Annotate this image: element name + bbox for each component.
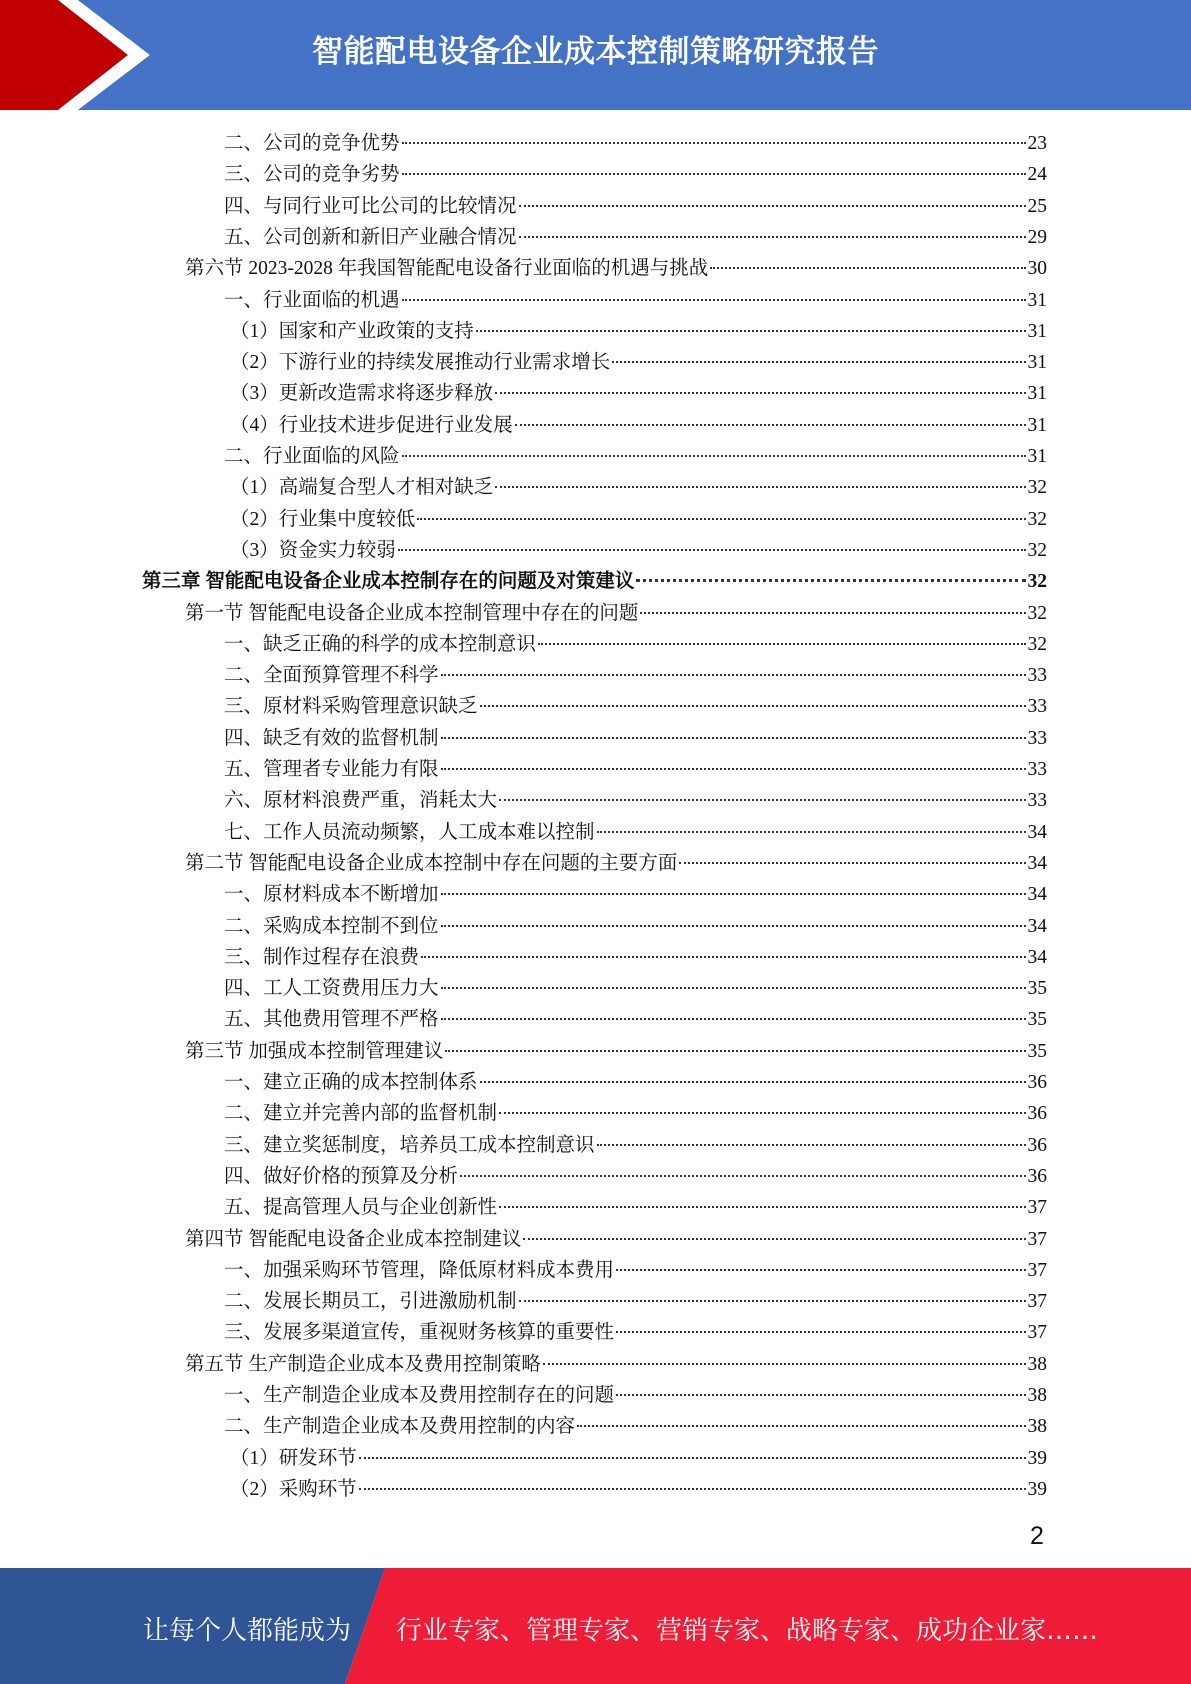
toc-entry-page: 34 — [1027, 821, 1047, 843]
toc-entry-page: 37 — [1027, 1197, 1047, 1219]
toc-entry[interactable] — [224, 191, 1047, 222]
footer-slogan-left: 让每个人都能成为 — [143, 1616, 352, 1646]
toc-entry-label: （1）高端复合型人才相对缺乏 — [230, 477, 494, 499]
toc-entry-page: 32 — [1027, 508, 1047, 530]
toc-entry-label: 第二节 智能配电设备企业成本控制中存在问题的主要方面 — [185, 852, 678, 874]
toc-entry-label: 第三节 加强成本控制管理建议 — [185, 1040, 444, 1062]
toc-section-entry[interactable] — [185, 848, 1047, 879]
toc-leader-dots — [710, 267, 1025, 269]
toc-entry-page: 24 — [1027, 164, 1047, 186]
toc-entry-page: 39 — [1027, 1478, 1047, 1500]
toc-entry[interactable] — [224, 691, 1047, 722]
toc-entry-page: 33 — [1027, 727, 1047, 749]
toc-entry-page: 23 — [1027, 133, 1047, 154]
toc-entry-label: 六、原材料浪费严重，消耗太大 — [224, 790, 498, 812]
toc-entry-label: 五、公司创新和新旧产业融合情况 — [224, 226, 517, 248]
toc-entry-page: 31 — [1027, 383, 1047, 405]
page-number: 2 — [1030, 1522, 1044, 1550]
toc-leader-dots — [495, 392, 1025, 394]
toc-entry-page: 29 — [1027, 226, 1047, 248]
toc-leader-dots — [441, 893, 1026, 895]
toc-entry-label: 四、工人工资费用压力大 — [224, 978, 439, 1000]
toc-leader-dots — [597, 831, 1026, 833]
toc-leader-dots — [402, 142, 1026, 144]
toc-leader-dots — [519, 205, 1026, 207]
toc-entry-page: 33 — [1027, 665, 1047, 687]
toc-entry-page: 34 — [1027, 852, 1047, 874]
footer-banner — [0, 1568, 1191, 1684]
toc-entry-label: （4）行业技术进步促进行业发展 — [230, 414, 513, 436]
toc-entry[interactable] — [224, 754, 1047, 785]
toc-entry-label: 五、提高管理人员与企业创新性 — [224, 1197, 498, 1219]
toc-leader-dots — [612, 361, 1025, 363]
toc-entry-page: 36 — [1027, 1072, 1047, 1093]
toc-leader-dots — [597, 1144, 1026, 1146]
toc-leader-dots — [421, 956, 1025, 958]
toc-entry-page: 38 — [1027, 1385, 1047, 1406]
toc-entry-page: 32 — [1027, 539, 1047, 561]
toc-entry-label: 第五节 生产制造企业成本及费用控制策略 — [185, 1353, 541, 1375]
toc-leader-dots — [402, 299, 1026, 301]
toc-entry-page: 31 — [1027, 414, 1047, 436]
toc-entry[interactable] — [224, 1255, 1047, 1286]
toc-entry-page: 39 — [1027, 1447, 1047, 1469]
toc-leader-dots — [441, 737, 1026, 739]
toc-entry-page: 38 — [1027, 1353, 1047, 1375]
toc-leader-dots — [616, 1394, 1025, 1396]
toc-entry-page: 37 — [1027, 1259, 1047, 1281]
toc-leader-dots — [519, 236, 1026, 238]
toc-entry-page: 37 — [1027, 1291, 1047, 1313]
toc-leader-dots — [476, 330, 1026, 332]
toc-entry-page: 32 — [1027, 602, 1047, 624]
toc-leader-dots — [441, 987, 1026, 989]
toc-entry[interactable] — [224, 942, 1047, 973]
toc-entry[interactable] — [230, 1474, 1047, 1505]
toc-entry-page: 34 — [1027, 946, 1047, 968]
toc-leader-dots — [398, 549, 1026, 551]
toc-section-entry[interactable] — [185, 1349, 1047, 1380]
toc-entry[interactable] — [230, 1443, 1047, 1474]
toc-entry[interactable] — [224, 817, 1047, 848]
toc-leader-dots — [616, 1331, 1025, 1333]
toc-entry-page: 36 — [1027, 1134, 1047, 1156]
toc-entry-label: 一、原材料成本不断增加 — [224, 884, 439, 906]
toc-entry[interactable] — [224, 723, 1047, 754]
toc-entry-label: （1）研发环节 — [230, 1447, 357, 1469]
toc-entry-page: 32 — [1027, 477, 1047, 499]
toc-leader-dots — [679, 862, 1025, 864]
toc-entry-page: 35 — [1027, 1040, 1047, 1062]
toc-entry[interactable] — [224, 1192, 1047, 1223]
toc-entry-page: 34 — [1027, 884, 1047, 906]
toc-leader-dots — [480, 705, 1026, 707]
toc-entry[interactable] — [230, 535, 1047, 566]
toc-entry-page: 37 — [1027, 1322, 1047, 1344]
toc-entry[interactable] — [224, 879, 1047, 910]
toc-leader-dots — [577, 1425, 1025, 1427]
toc-leader-dots — [523, 1238, 1025, 1240]
toc-entry-label: 三、发展多渠道宣传，重视财务核算的重要性 — [224, 1322, 615, 1344]
toc-leader-dots — [543, 1363, 1026, 1365]
toc-entry-label: 第一节 智能配电设备企业成本控制管理中存在的问题 — [185, 602, 639, 624]
toc-entry[interactable] — [224, 1317, 1047, 1348]
toc-entry[interactable] — [224, 1067, 1047, 1098]
toc-leader-dots — [441, 925, 1026, 927]
toc-entry-label: 四、缺乏有效的监督机制 — [224, 727, 439, 749]
toc-leader-dots — [519, 1300, 1026, 1302]
toc-chapter-entry[interactable] — [142, 566, 1047, 597]
toc-entry-label: （1）国家和产业政策的支持 — [230, 320, 474, 342]
toc-entry-label: （2）采购环节 — [230, 1478, 357, 1500]
header-banner — [0, 0, 1191, 110]
toc-entry[interactable] — [224, 222, 1047, 253]
toc-entry-label: 五、其他费用管理不严格 — [224, 1009, 439, 1031]
toc-entry-label: 三、制作过程存在浪费 — [224, 946, 420, 968]
toc-section-entry[interactable] — [185, 1224, 1047, 1255]
toc-leader-dots — [445, 1050, 1025, 1052]
toc-entry-page: 32 — [1027, 633, 1047, 655]
toc-leader-dots — [441, 768, 1026, 770]
toc-entry-page: 35 — [1027, 978, 1047, 1000]
toc-entry[interactable] — [224, 911, 1047, 942]
toc-entry-page: 34 — [1027, 915, 1047, 937]
toc-entry-label: 第三章 智能配电设备企业成本控制存在的问题及对策建议 — [142, 571, 635, 593]
toc-entry[interactable] — [224, 159, 1047, 190]
toc-leader-dots — [616, 1269, 1025, 1271]
toc-entry-page: 38 — [1027, 1416, 1047, 1438]
toc-entry-label: 二、行业面临的风险 — [224, 446, 400, 467]
toc-entry-label: 一、缺乏正确的科学的成本控制意识 — [224, 633, 537, 655]
toc-leader-dots — [636, 579, 1025, 582]
toc-entry[interactable] — [230, 347, 1047, 378]
toc-entry-label: 第六节 2023-2028 年我国智能配电设备行业面临的机遇与挑战 — [185, 258, 709, 280]
toc-leader-dots — [640, 612, 1025, 614]
footer-slogan-right: 行业专家、管理专家、营销专家、战略专家、成功企业家…… — [396, 1616, 1099, 1646]
toc-entry[interactable] — [230, 316, 1047, 347]
toc-entry-label: 二、全面预算管理不科学 — [224, 665, 439, 687]
toc-entry-page: 25 — [1027, 195, 1047, 217]
toc-entry[interactable] — [224, 973, 1047, 1004]
toc-entry[interactable] — [230, 504, 1047, 535]
toc-entry-label: （2）下游行业的持续发展推动行业需求增长 — [230, 352, 611, 374]
toc-entry-label: 三、公司的竞争劣势 — [224, 164, 400, 186]
toc-entry-label: 三、原材料采购管理意识缺乏 — [224, 696, 478, 718]
toc-entry-page: 30 — [1027, 258, 1047, 280]
toc-entry-label: （2）行业集中度较低 — [230, 508, 416, 530]
toc-entry-label: 一、加强采购环节管理，降低原材料成本费用 — [224, 1259, 615, 1281]
toc-leader-dots — [499, 799, 1025, 801]
toc-entry-label: 五、管理者专业能力有限 — [224, 759, 439, 780]
toc-section-entry[interactable] — [185, 253, 1047, 284]
toc-entry-label: 二、发展长期员工，引进激励机制 — [224, 1291, 517, 1313]
toc-entry-page: 35 — [1027, 1009, 1047, 1031]
toc-leader-dots — [460, 1175, 1025, 1177]
toc-section-entry[interactable] — [185, 1036, 1047, 1067]
toc-entry[interactable] — [224, 1380, 1047, 1411]
toc-entry[interactable] — [224, 1286, 1047, 1317]
toc-entry-label: 一、生产制造企业成本及费用控制存在的问题 — [224, 1385, 615, 1406]
toc-entry-label: 四、与同行业可比公司的比较情况 — [224, 195, 517, 217]
toc-leader-dots — [538, 643, 1025, 645]
toc-entry[interactable] — [224, 660, 1047, 691]
toc-entry-label: （3）更新改造需求将逐步释放 — [230, 383, 494, 405]
toc-entry-label: 二、采购成本控制不到位 — [224, 915, 439, 937]
toc-entry[interactable] — [224, 785, 1047, 816]
toc-entry-page: 33 — [1027, 759, 1047, 780]
toc-section-entry[interactable] — [185, 598, 1047, 629]
toc-leader-dots — [402, 173, 1026, 175]
toc-leader-dots — [402, 455, 1026, 457]
toc-entry-page: 31 — [1027, 289, 1047, 311]
toc-leader-dots — [417, 518, 1025, 520]
toc-entry-label: 一、行业面临的机遇 — [224, 289, 400, 311]
toc-entry[interactable] — [224, 1411, 1047, 1442]
toc-entry-page: 36 — [1027, 1165, 1047, 1187]
toc-leader-dots — [499, 1206, 1025, 1208]
toc-entry-label: 一、建立正确的成本控制体系 — [224, 1072, 478, 1093]
toc-entry-page: 33 — [1027, 696, 1047, 718]
toc-entry-page: 33 — [1027, 790, 1047, 812]
toc-entry[interactable] — [224, 1098, 1047, 1129]
toc-entry-label: （3）资金实力较弱 — [230, 539, 396, 561]
toc-entry[interactable] — [224, 285, 1047, 316]
toc-entry-page: 31 — [1027, 352, 1047, 374]
toc-entry-label: 二、公司的竞争优势 — [224, 133, 400, 154]
toc-entry[interactable] — [224, 1004, 1047, 1035]
toc-leader-dots — [441, 674, 1026, 676]
toc-entry-label: 三、建立奖惩制度，培养员工成本控制意识 — [224, 1134, 595, 1156]
toc-leader-dots — [480, 1081, 1026, 1083]
toc-entry[interactable] — [224, 629, 1047, 660]
toc-entry-label: 二、建立并完善内部的监督机制 — [224, 1103, 498, 1125]
toc-entry[interactable] — [224, 128, 1047, 159]
toc-entry[interactable] — [224, 1130, 1047, 1161]
toc-entry-page: 37 — [1027, 1228, 1047, 1250]
toc-entry[interactable] — [224, 1161, 1047, 1192]
toc-entry-label: 四、做好价格的预算及分析 — [224, 1165, 459, 1187]
toc-entry-page: 31 — [1027, 320, 1047, 342]
toc-entry[interactable] — [230, 410, 1047, 441]
toc-leader-dots — [495, 486, 1025, 488]
toc-leader-dots — [499, 1112, 1025, 1114]
toc-leader-dots — [515, 424, 1026, 426]
report-title: 智能配电设备企业成本控制策略研究报告 — [312, 34, 879, 70]
toc-leader-dots — [359, 1488, 1026, 1490]
toc-entry-page: 31 — [1027, 446, 1047, 467]
toc-entry-label: 第四节 智能配电设备企业成本控制建议 — [185, 1228, 522, 1250]
toc-leader-dots — [359, 1457, 1026, 1459]
toc-entry-page: 36 — [1027, 1103, 1047, 1125]
toc-entry-label: 七、工作人员流动频繁，人工成本难以控制 — [224, 821, 595, 843]
toc-entry[interactable] — [230, 378, 1047, 409]
toc-entry-page: 32 — [1027, 571, 1047, 593]
toc-entry[interactable] — [224, 441, 1047, 472]
toc-entry-label: 二、生产制造企业成本及费用控制的内容 — [224, 1416, 576, 1438]
toc-leader-dots — [441, 1018, 1026, 1020]
toc-entry[interactable] — [230, 472, 1047, 503]
